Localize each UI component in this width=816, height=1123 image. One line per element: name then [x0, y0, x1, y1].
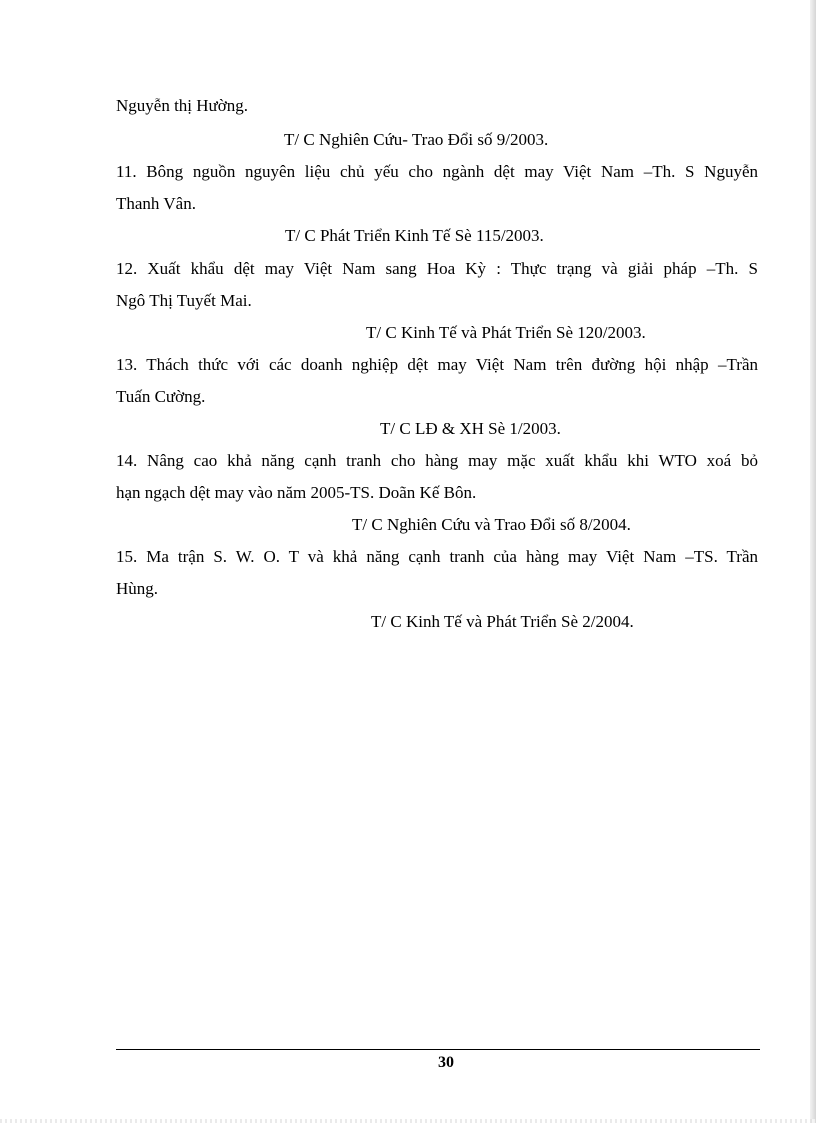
reference-10-source: T/ C Nghiên Cứu- Trao Đổi số 9/2003.	[284, 130, 549, 149]
reference-13-author: Tuấn Cường.	[116, 387, 206, 406]
reference-11-source: T/ C Phát Triển Kinh Tế Sè 115/2003.	[285, 226, 544, 245]
reference-14-source: T/ C Nghiên Cứu và Trao Đổi số 8/2004.	[352, 515, 631, 534]
reference-15-source: T/ C Kinh Tế và Phát Triển Sè 2/2004.	[371, 612, 634, 631]
reference-12-title: 12. Xuất khẩu dệt may Việt Nam sang Hoa Kỳ : Thực trạng và giải pháp –Th. S	[116, 259, 758, 278]
reference-14-title: 14. Nâng cao khả năng cạnh tranh cho hàng may mặc xuất khẩu khi WTO xoá bỏ	[116, 451, 758, 470]
reference-11-title: 11. Bông nguồn nguyên liệu chủ yếu cho ngành dệt may Việt Nam –Th. S Nguyễn	[116, 162, 758, 181]
page-number: 30	[438, 1054, 454, 1071]
reference-14-author: hạn ngạch dệt may vào năm 2005-TS. Doãn Kế Bôn.	[116, 483, 477, 502]
reference-15-title: 15. Ma trận S. W. O. T và khả năng cạnh tranh của hàng may Việt Nam –TS. Trần	[116, 547, 758, 566]
reference-15-author: Hùng.	[116, 579, 159, 598]
reference-12-author: Ngô Thị Tuyết Mai.	[116, 291, 252, 310]
page-edge-shadow	[810, 0, 816, 1123]
page-bottom-edge	[0, 1119, 816, 1123]
footer-divider	[116, 1049, 760, 1050]
reference-13-source: T/ C LĐ & XH Sè 1/2003.	[380, 419, 561, 438]
reference-10-author-continued: Nguyễn thị Hường.	[116, 96, 248, 115]
reference-13-title: 13. Thách thức với các doanh nghiệp dệt may Việt Nam trên đường hội nhập –Trần	[116, 355, 758, 374]
reference-12-source: T/ C Kinh Tế và Phát Triển Sè 120/2003.	[366, 323, 646, 342]
reference-11-author: Thanh Vân.	[116, 194, 196, 213]
